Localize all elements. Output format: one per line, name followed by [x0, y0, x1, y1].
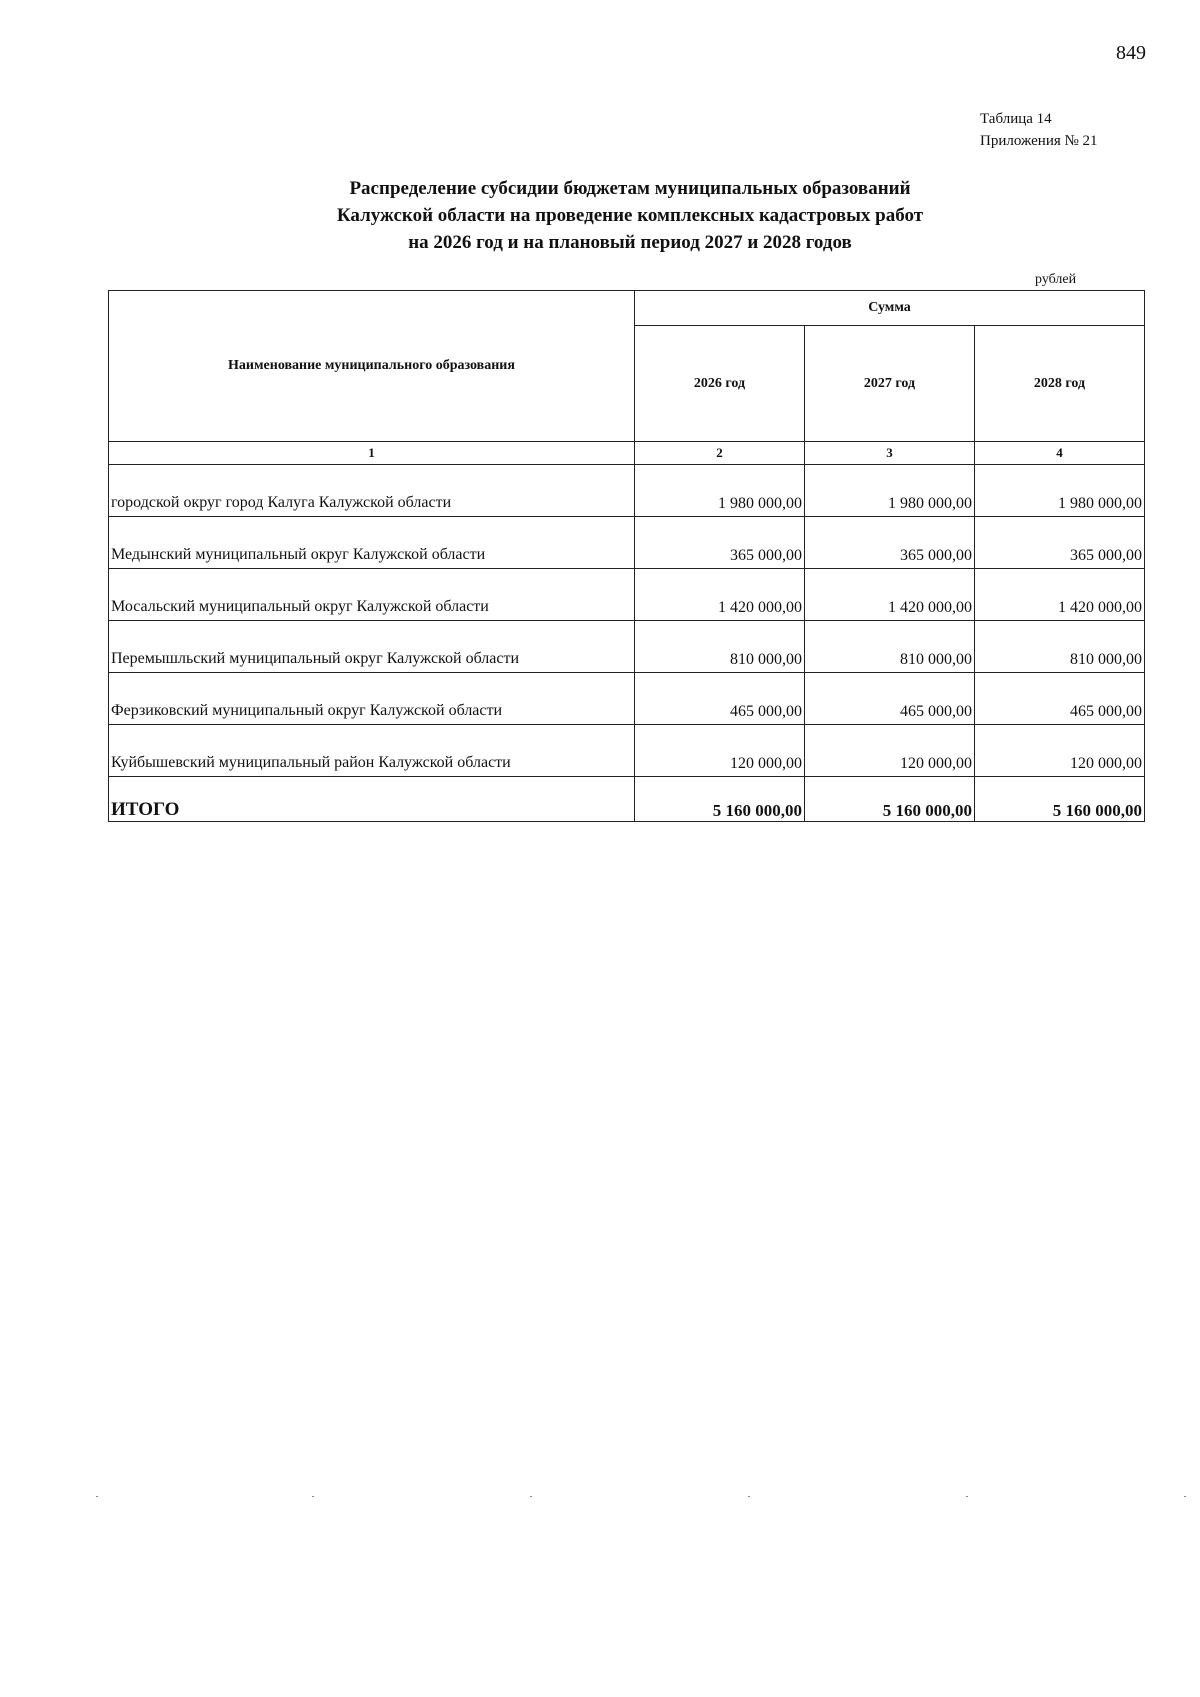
total-2028: 5 160 000,00	[975, 777, 1145, 822]
title-line-1: Распределение субсидии бюджетам муниципальных образований	[349, 178, 911, 199]
total-2026: 5 160 000,00	[635, 777, 805, 822]
header-year-2028: 2028 год	[975, 326, 1145, 442]
total-row	[109, 777, 1145, 822]
amount-2028: 365 000,00	[975, 517, 1145, 569]
amount-2028: 1 980 000,00	[975, 465, 1145, 517]
table-row	[109, 673, 1145, 725]
column-number: 3	[805, 442, 975, 465]
subsidy-table	[108, 290, 1145, 822]
amount-2027: 810 000,00	[805, 621, 975, 673]
header-year-2027: 2027 год	[805, 326, 975, 442]
table-row	[109, 569, 1145, 621]
header-sum: Сумма	[635, 291, 1145, 326]
amount-2028: 1 420 000,00	[975, 569, 1145, 621]
page-number: 849	[1116, 42, 1146, 64]
scan-speck	[312, 1496, 314, 1497]
amount-2026: 365 000,00	[635, 517, 805, 569]
municipality-name: городской округ город Калуга Калужской области	[109, 465, 635, 517]
header-year-2026: 2026 год	[635, 326, 805, 442]
table-row	[109, 621, 1145, 673]
amount-2026: 465 000,00	[635, 673, 805, 725]
currency-unit: рублей	[1035, 272, 1077, 287]
amount-2027: 365 000,00	[805, 517, 975, 569]
amount-2026: 1 420 000,00	[635, 569, 805, 621]
header-municipality-name: Наименование муниципального образования	[109, 291, 635, 442]
municipality-name: Куйбышевский муниципальный район Калужской области	[109, 725, 635, 777]
table-reference	[980, 108, 1098, 152]
municipality-name: Ферзиковский муниципальный округ Калужской области	[109, 673, 635, 725]
total-label: ИТОГО	[109, 777, 635, 822]
table-row	[109, 465, 1145, 517]
municipality-name: Мосальский муниципальный округ Калужской области	[109, 569, 635, 621]
amount-2028: 120 000,00	[975, 725, 1145, 777]
scan-speck	[96, 1496, 98, 1497]
title-line-3: на 2026 год и на плановый период 2027 и 2028 годов	[408, 232, 852, 253]
amount-2027: 120 000,00	[805, 725, 975, 777]
amount-2027: 465 000,00	[805, 673, 975, 725]
amount-2026: 1 980 000,00	[635, 465, 805, 517]
amount-2026: 120 000,00	[635, 725, 805, 777]
scan-speck	[966, 1496, 968, 1497]
amount-2027: 1 420 000,00	[805, 569, 975, 621]
table-row	[109, 517, 1145, 569]
column-number: 4	[975, 442, 1145, 465]
scan-speck	[1184, 1496, 1186, 1497]
amount-2028: 810 000,00	[975, 621, 1145, 673]
table-number: Таблица 14	[980, 111, 1052, 127]
column-number: 1	[109, 442, 635, 465]
document-title	[200, 175, 1060, 256]
column-number: 2	[635, 442, 805, 465]
municipality-name: Перемышльский муниципальный округ Калужской области	[109, 621, 635, 673]
total-2027: 5 160 000,00	[805, 777, 975, 822]
amount-2027: 1 980 000,00	[805, 465, 975, 517]
amount-2028: 465 000,00	[975, 673, 1145, 725]
appendix-number: Приложения № 21	[980, 133, 1098, 149]
municipality-name: Медынский муниципальный округ Калужской области	[109, 517, 635, 569]
scan-speck	[748, 1496, 750, 1497]
scan-speck	[530, 1496, 532, 1497]
column-numbers-row	[109, 442, 1145, 465]
title-line-2: Калужской области на проведение комплексных кадастровых работ	[336, 205, 924, 226]
table-row	[109, 725, 1145, 777]
amount-2026: 810 000,00	[635, 621, 805, 673]
